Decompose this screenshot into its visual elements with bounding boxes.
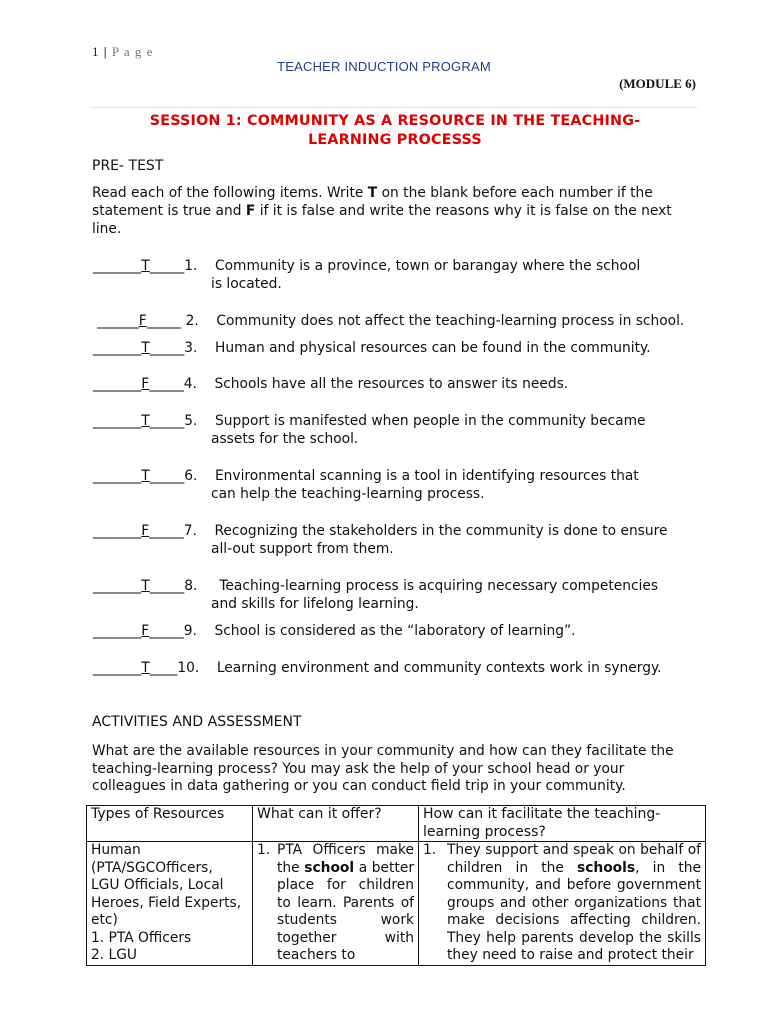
instructions-part-a: Read each of the following items. Write (92, 185, 368, 201)
answer-blank-left: _______ (93, 258, 142, 274)
pretest-item (93, 659, 662, 677)
resources-table (86, 805, 706, 966)
pretest-item (93, 622, 575, 640)
answer-value: F (141, 376, 150, 392)
answer-blank-left: _______ (93, 376, 142, 392)
cell-offer (253, 842, 419, 966)
answer-value: F (141, 623, 150, 639)
pretest-item (93, 577, 658, 613)
item-statement: Environmental scanning is a tool in identifying resources that (214, 468, 639, 484)
offer-item (257, 842, 414, 965)
session-title-line2: LEARNING PROCESSS (308, 132, 482, 148)
pretest-heading: PRE- TEST (92, 158, 164, 174)
item-number: 3. (184, 340, 198, 356)
activities-heading: ACTIVITIES AND ASSESSMENT (92, 714, 302, 730)
item-line (93, 257, 640, 275)
item-line (93, 339, 651, 357)
answer-value: T (141, 258, 150, 274)
answer-blank-right: _____ (146, 313, 182, 329)
resource-line: Heroes, Field Experts, (91, 894, 242, 911)
pretest-item (93, 522, 667, 558)
facilitate-text-a: They support and speak on behalf of children in the (447, 842, 701, 876)
page-number-value: 1 (92, 44, 100, 59)
resource-line: 2. LGU (91, 947, 138, 963)
item-number: 1. (184, 258, 198, 274)
item-line (93, 375, 568, 393)
item-number: 7. (183, 523, 197, 539)
item-number: 2. (181, 313, 199, 329)
item-statement: Community does not affect the teaching-learning process in school. (216, 313, 685, 329)
answer-value: T (141, 660, 150, 676)
answer-value: T (141, 413, 150, 429)
resource-line: LGU Officials, Local (91, 877, 224, 893)
header-divider (92, 107, 698, 108)
answer-blank-left: _______ (93, 468, 142, 484)
item-statement: Recognizing the stakeholders in the community is done to ensure (214, 523, 668, 539)
activities-paragraph: What are the available resources in your community and how can they facilitate the teaching-learning process? You may ask the help of your school head or your colleagues in data gathering or you can conduct field trip in your community. (92, 743, 674, 794)
item-continuation: assets for the school. (211, 431, 359, 447)
item-continuation: is located. (211, 276, 282, 292)
answer-blank-right: _____ (149, 340, 185, 356)
item-statement: Teaching-learning process is acquiring necessary competencies (214, 578, 659, 594)
answer-value: T (141, 468, 150, 484)
item-number: 10. (177, 660, 200, 676)
item-continuation: and skills for lifelong learning. (211, 596, 419, 612)
answer-blank-right: _____ (149, 413, 185, 429)
instructions-false-letter: F (245, 203, 256, 219)
facilitate-text (447, 842, 701, 965)
item-line (93, 467, 639, 485)
item-line (93, 522, 667, 540)
cell-facilitate (419, 842, 706, 966)
module-label: (MODULE 6) (619, 76, 696, 91)
item-statement: Schools have all the resources to answer its needs. (214, 376, 569, 392)
item-continuation: all-out support from them. (211, 541, 394, 557)
pretest-item (93, 312, 684, 330)
offer-text-a: PTA Officers make the (277, 842, 414, 876)
instructions-true-letter: T (367, 185, 378, 201)
answer-blank-left: _______ (93, 523, 142, 539)
facilitate-number: 1. (423, 842, 437, 858)
facilitate-item (423, 842, 701, 965)
table-row (87, 842, 706, 966)
answer-blank-right: _____ (149, 258, 185, 274)
header-how-can-it-facilitate: How can it facilitate the teaching-learning process? (419, 806, 706, 842)
pretest-instructions (92, 184, 702, 238)
instructions-part-c: if it is false and write the reasons why it is false on the next line. (92, 203, 672, 237)
cell-resource-type (87, 842, 253, 966)
item-line (93, 412, 646, 430)
item-line (93, 622, 575, 640)
resource-line: 1. PTA Officers (91, 929, 192, 946)
offer-text-b: a better place for children to learn. Parents of students work together with teachers to (277, 859, 414, 963)
header-what-can-it-offer: What can it offer? (253, 806, 419, 842)
offer-text (277, 842, 414, 965)
answer-blank-left: _______ (93, 578, 142, 594)
pretest-item (93, 339, 651, 357)
facilitate-text-b: , in the community, and before government groups and other organizations that make decisions affecting children. They help parents develop the skills they need to raise and protect their (447, 859, 701, 963)
answer-blank-right: ____ (149, 660, 178, 676)
item-number: 8. (184, 578, 198, 594)
header-types-of-resources: Types of Resources (87, 806, 253, 842)
answer-value: F (141, 523, 150, 539)
answer-blank-left: _______ (93, 340, 142, 356)
answer-blank-left: _______ (93, 660, 142, 676)
offer-number: 1. (257, 842, 271, 858)
item-line (93, 312, 684, 330)
table-header-row (87, 806, 706, 842)
facilitate-text-bold: schools (576, 859, 636, 876)
program-title: TEACHER INDUCTION PROGRAM (277, 59, 491, 74)
item-line (93, 659, 662, 677)
answer-blank-right: _____ (149, 578, 185, 594)
resource-line: (PTA/SGCOfficers, (91, 859, 213, 876)
resource-line: Human (91, 842, 141, 858)
page-number (92, 44, 153, 60)
instructions-part-b: on the blank before each number if the statement is true and (92, 185, 653, 219)
pretest-item (93, 412, 646, 448)
page-word: P a g e (111, 44, 154, 59)
session-title (92, 112, 698, 150)
pretest-item (93, 257, 640, 293)
answer-blank-left: ______ (93, 313, 139, 329)
item-statement: Community is a province, town or barangay where the school (214, 258, 641, 274)
answer-value: T (141, 340, 150, 356)
page-separator: | (99, 44, 112, 59)
session-title-line1: SESSION 1: COMMUNITY AS A RESOURCE IN THE TEACHING- (149, 113, 641, 129)
item-number: 6. (184, 468, 198, 484)
item-continuation: can help the teaching-learning process. (211, 486, 485, 502)
item-number: 5. (184, 413, 198, 429)
answer-blank-right: _____ (149, 468, 185, 484)
item-statement: Human and physical resources can be found in the community. (214, 340, 651, 356)
item-statement: Learning environment and community contexts work in synergy. (216, 660, 662, 676)
pretest-item (93, 375, 568, 393)
item-number: 4. (183, 376, 197, 392)
item-number: 9. (183, 623, 197, 639)
item-statement: Support is manifested when people in the community became (214, 413, 646, 429)
resource-line: etc) (91, 912, 118, 928)
item-line (93, 577, 658, 595)
answer-blank-left: _______ (93, 413, 142, 429)
item-statement: School is considered as the “laboratory of learning”. (214, 623, 576, 639)
answer-value: F (138, 313, 147, 329)
answer-blank-right: _____ (149, 376, 184, 392)
answer-blank-left: _______ (93, 623, 142, 639)
answer-blank-right: _____ (149, 623, 184, 639)
pretest-item (93, 467, 639, 503)
answer-value: T (141, 578, 150, 594)
offer-text-bold: school (304, 859, 355, 876)
answer-blank-right: _____ (149, 523, 184, 539)
